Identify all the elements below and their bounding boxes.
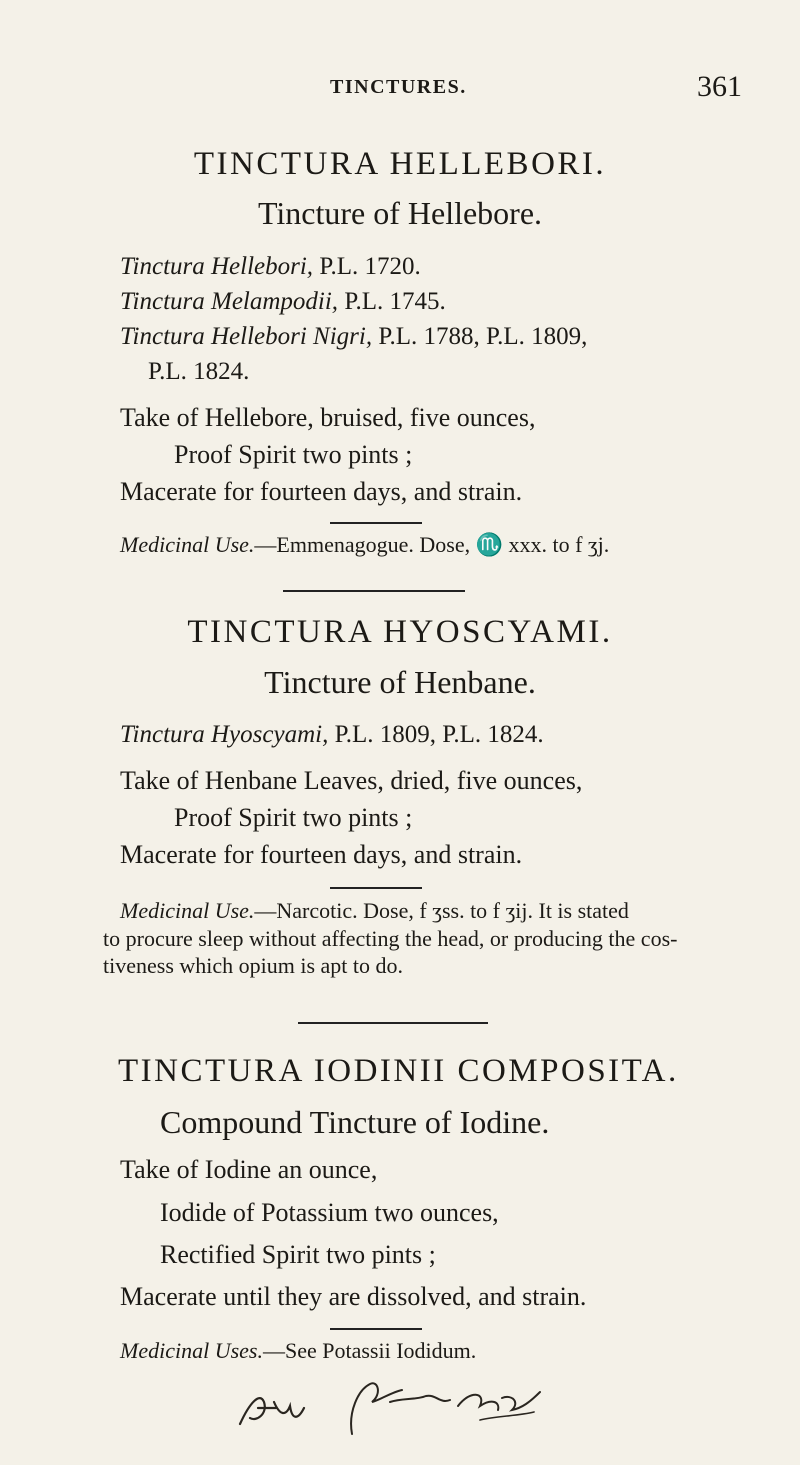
divider bbox=[330, 1328, 422, 1330]
medicinal-use-continued: tiveness which opium is apt to do. bbox=[103, 953, 404, 978]
section-subheading-hellebore: Tincture of Hellebore. bbox=[257, 195, 543, 231]
running-head-title: TINCTURES. bbox=[330, 76, 467, 98]
recipe-line: Take of Iodine an ounce, bbox=[120, 1155, 378, 1184]
section-heading-iodinii: TINCTURA IODINII COMPOSITA. bbox=[118, 1053, 679, 1089]
synonym-line: Tinctura Melampodii, P.L. 1745. bbox=[120, 288, 446, 315]
section-divider bbox=[298, 1022, 488, 1024]
section-heading-hyoscyami: TINCTURA HYOSCYAMI. bbox=[187, 614, 613, 650]
synonym-line: P.L. 1824. bbox=[148, 358, 250, 385]
recipe-line: Iodide of Potassium two ounces, bbox=[160, 1198, 499, 1227]
synonym-line: Tinctura Hellebori Nigri, P.L. 1788, P.L. 1809, bbox=[120, 323, 588, 350]
synonym-line: Tinctura Hyoscyami, P.L. 1809, P.L. 1824. bbox=[120, 721, 544, 748]
recipe-line: Macerate until they are dissolved, and strain. bbox=[120, 1282, 587, 1311]
page-number: 361 bbox=[697, 70, 742, 103]
handwritten-annotation bbox=[230, 1372, 560, 1442]
section-subheading-iodine: Compound Tincture of Iodine. bbox=[160, 1104, 550, 1140]
recipe-line: Macerate for fourteen days, and strain. bbox=[120, 477, 523, 506]
divider bbox=[330, 887, 422, 889]
medicinal-use: Medicinal Uses.—See Potassii Iodidum. bbox=[120, 1338, 477, 1363]
divider bbox=[330, 522, 422, 524]
medicinal-use-continued: to procure sleep without affecting the head, or producing the cos- bbox=[103, 926, 678, 951]
recipe-line: Rectified Spirit two pints ; bbox=[160, 1240, 436, 1269]
recipe-line: Proof Spirit two pints ; bbox=[174, 440, 413, 469]
section-heading-hellebori: TINCTURA HELLEBORI. bbox=[193, 146, 607, 182]
recipe-line: Take of Hellebore, bruised, five ounces, bbox=[120, 403, 536, 432]
medicinal-use: Medicinal Use.—Narcotic. Dose, f ʒss. to f ʒij. It is stated bbox=[120, 898, 629, 923]
recipe-line: Take of Henbane Leaves, dried, five ounces, bbox=[120, 766, 583, 795]
section-divider bbox=[283, 590, 465, 592]
medicinal-use: Medicinal Use.—Emmenagogue. Dose, ♏ xxx. to f ʒj. bbox=[120, 532, 610, 557]
section-subheading-henbane: Tincture of Henbane. bbox=[264, 664, 536, 700]
recipe-line: Proof Spirit two pints ; bbox=[174, 803, 413, 832]
running-head bbox=[0, 70, 800, 114]
recipe-line: Macerate for fourteen days, and strain. bbox=[120, 840, 523, 869]
synonym-line: Tinctura Hellebori, P.L. 1720. bbox=[120, 253, 421, 280]
